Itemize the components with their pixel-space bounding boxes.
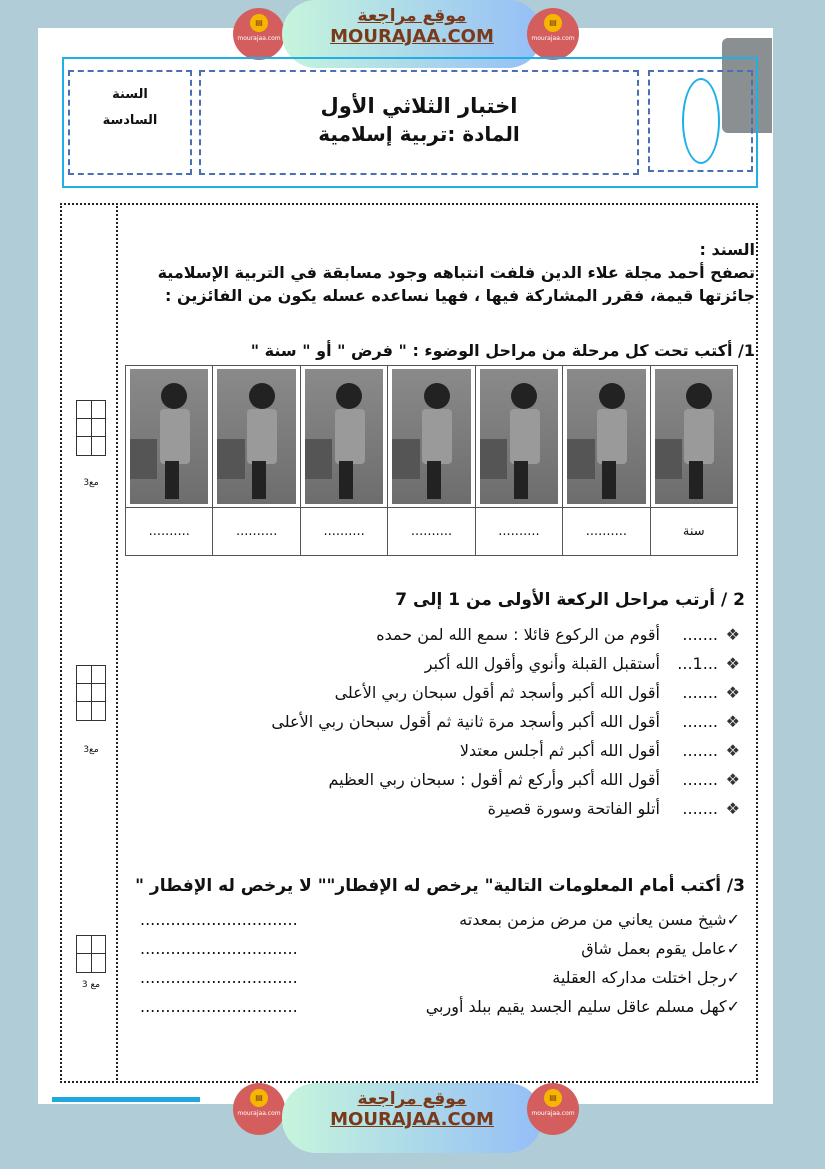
school-logo-icon <box>682 78 720 164</box>
sanad-text: تصفح أحمد مجلة علاء الدين فلفت انتباهه وجود مسابقة في التربية الإسلامية جائزتها قيمة، فقرر المشاركة فيها ، فهيا نساعده عسله يكون من الفائزين : <box>157 263 755 305</box>
check-icon: ✓ <box>726 997 740 1016</box>
wudu-image <box>305 369 383 504</box>
sanad-section <box>125 238 755 307</box>
item-text: أستقبل القبلة وأنوي وأقول الله أكبر <box>424 654 660 673</box>
q3-prompt: 3/ أكتب أمام المعلومات التالية" يرخص له الإفطار"" لا يرخص له الإفطار " <box>135 876 745 896</box>
wudu-answer[interactable]: .......... <box>301 507 387 555</box>
wudu-steps-table <box>125 365 738 556</box>
wudu-image <box>392 369 470 504</box>
wudu-answer[interactable]: .......... <box>388 507 474 555</box>
score-label: مع3 <box>83 745 99 755</box>
sanad-label: السند : <box>699 240 755 259</box>
grade-value: السادسة <box>102 113 158 128</box>
item-text: أقول الله أكبر وأسجد مرة ثانية ثم أقول سبحان ربي الأعلى <box>271 712 660 731</box>
q3-list <box>140 905 740 1021</box>
site-logo-icon: ▤ mourajaa.com <box>233 1083 285 1135</box>
order-blank[interactable]: ....... <box>682 683 718 702</box>
wudu-answer[interactable]: سنة <box>651 507 737 555</box>
wudu-answer[interactable]: .......... <box>563 507 649 555</box>
coin-text: mourajaa.com <box>237 35 281 42</box>
order-blank[interactable]: ...1... <box>677 654 718 673</box>
score-grid[interactable] <box>76 935 106 973</box>
bullet-icon: ❖ <box>725 799 740 818</box>
site-logo-icon: ▤ mourajaa.com <box>527 8 579 60</box>
site-name-ar: موقع مراجعة <box>357 1089 467 1109</box>
item-text: أقول الله أكبر وأركع ثم أقول : سبحان ربي العظيم <box>328 770 660 789</box>
list-item <box>160 649 740 678</box>
logo-box <box>648 70 753 172</box>
order-blank[interactable]: ....... <box>682 770 718 789</box>
check-icon: ✓ <box>726 910 740 929</box>
wudu-step <box>212 366 299 555</box>
q1-prompt: 1/ أكتب تحت كل مرحلة من مراحل الوضوء : " فرض " أو " سنة " <box>250 341 755 360</box>
wudu-step <box>126 366 212 555</box>
site-name-en: MOURAJAA.COM <box>330 26 494 47</box>
order-blank[interactable]: ....... <box>682 741 718 760</box>
site-logo-icon: ▤ mourajaa.com <box>233 8 285 60</box>
check-icon: ✓ <box>726 968 740 987</box>
bullet-icon: ❖ <box>725 770 740 789</box>
list-item <box>140 963 740 992</box>
wudu-answer[interactable]: .......... <box>213 507 299 555</box>
coin-text: mourajaa.com <box>531 35 575 42</box>
list-item <box>140 992 740 1021</box>
item-text: شيخ مسن يعاني من مرض مزمن بمعدته <box>459 910 727 929</box>
site-name-ar: موقع مراجعة <box>357 6 467 26</box>
wudu-image <box>480 369 558 504</box>
score-grid[interactable] <box>76 400 106 456</box>
wudu-step <box>300 366 387 555</box>
bullet-icon: ❖ <box>725 654 740 673</box>
coin-text: mourajaa.com <box>531 1110 575 1117</box>
item-text: رجل اختلت مداركه العقلية <box>552 968 727 987</box>
item-text: أقوم من الركوع قائلا : سمع الله لمن حمده <box>376 625 660 644</box>
bullet-icon: ❖ <box>725 625 740 644</box>
list-item <box>160 794 740 823</box>
order-blank[interactable]: ....... <box>682 712 718 731</box>
item-text: كهل مسلم عاقل سليم الجسد يقيم ببلد أوربي <box>425 997 727 1016</box>
list-item <box>160 765 740 794</box>
wudu-image <box>130 369 208 504</box>
list-item <box>140 934 740 963</box>
wudu-answer[interactable]: .......... <box>126 507 212 555</box>
wudu-image <box>655 369 733 504</box>
score-grid[interactable] <box>76 665 106 721</box>
answer-blank[interactable]: ............................... <box>140 968 298 987</box>
site-name-en: MOURAJAA.COM <box>330 1109 494 1130</box>
bullet-icon: ❖ <box>725 712 740 731</box>
item-text: عامل يقوم بعمل شاق <box>581 939 727 958</box>
item-text: أقول الله أكبر ثم أجلس معتدلا <box>459 741 660 760</box>
item-text: أقول الله أكبر وأسجد ثم أقول سبحان ربي الأعلى <box>334 683 660 702</box>
site-badge-bottom[interactable] <box>282 1083 542 1153</box>
bullet-icon: ❖ <box>725 741 740 760</box>
check-icon: ✓ <box>726 939 740 958</box>
bottom-bar <box>52 1097 200 1102</box>
answer-blank[interactable]: ............................... <box>140 910 298 929</box>
list-item <box>160 707 740 736</box>
bullet-icon: ❖ <box>725 683 740 702</box>
wudu-image <box>217 369 295 504</box>
exam-title: اختبار الثلاثي الأول <box>320 94 518 118</box>
list-item <box>140 905 740 934</box>
item-text: أتلو الفاتحة وسورة قصيرة <box>487 799 660 818</box>
answer-blank[interactable]: ............................... <box>140 997 298 1016</box>
wudu-step <box>387 366 474 555</box>
score-label: مع 3 <box>81 980 101 990</box>
exam-subject: المادة :تربية إسلامية <box>318 122 520 146</box>
wudu-image <box>567 369 645 504</box>
q2-prompt: 2 / أرتب مراحل الركعة الأولى من 1 إلى 7 <box>395 590 745 610</box>
coin-text: mourajaa.com <box>237 1110 281 1117</box>
site-logo-icon: ▤ mourajaa.com <box>527 1083 579 1135</box>
wudu-step <box>562 366 649 555</box>
q2-list <box>160 620 740 823</box>
list-item <box>160 678 740 707</box>
title-box <box>199 70 639 175</box>
grade-box <box>68 70 192 175</box>
wudu-step <box>475 366 562 555</box>
score-label: مع3 <box>83 478 99 488</box>
wudu-answer[interactable]: .......... <box>476 507 562 555</box>
list-item <box>160 620 740 649</box>
grade-label: السنة <box>112 87 148 102</box>
wudu-step <box>650 366 737 555</box>
order-blank[interactable]: ....... <box>682 625 718 644</box>
list-item <box>160 736 740 765</box>
order-blank[interactable]: ....... <box>682 799 718 818</box>
answer-blank[interactable]: ............................... <box>140 939 298 958</box>
